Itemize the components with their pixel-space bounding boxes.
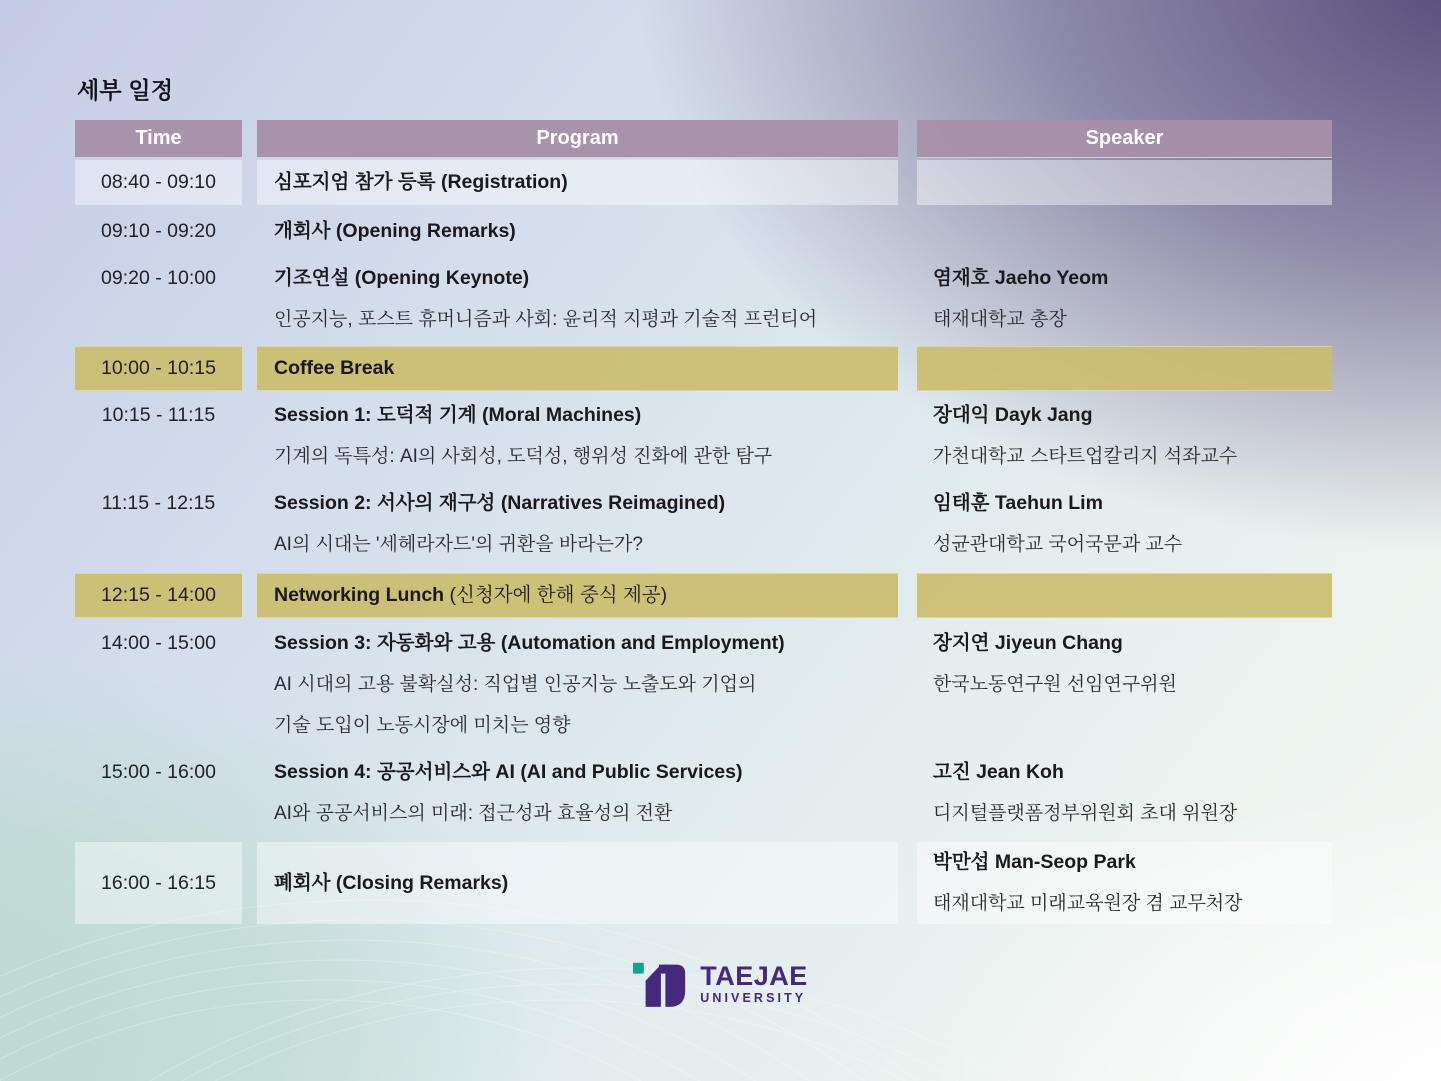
table-row-7 xyxy=(75,623,1366,746)
time-range: 09:10 - 09:20 xyxy=(101,220,216,242)
program-title-line xyxy=(274,752,898,793)
program-cell xyxy=(257,258,898,340)
program-title-line xyxy=(274,258,898,299)
table-row-9 xyxy=(75,842,1366,924)
table-row-3 xyxy=(75,346,1366,391)
time-cell xyxy=(75,211,242,252)
program-cell xyxy=(257,842,898,924)
speaker-cell xyxy=(917,346,1332,391)
program-title-note: (신청자에 한해 중식 제공) xyxy=(444,584,668,606)
program-subtitle: 기술 도입이 노동시장에 미치는 영향 xyxy=(274,715,571,736)
time-range: 11:15 - 12:15 xyxy=(101,492,216,514)
time-range: 08:40 - 09:10 xyxy=(101,171,216,193)
program-cell xyxy=(257,752,898,834)
time-range: 10:15 - 11:15 xyxy=(101,404,216,426)
program-subtitle: AI 시대의 고용 불확실성: 직업별 인공지능 노출도와 기업의 xyxy=(274,674,757,695)
program-title: Networking Lunch xyxy=(274,584,445,606)
program-title: 폐회사 (Closing Remarks) xyxy=(274,871,509,894)
program-subtitle: AI의 시대는 '세헤라자드'의 귀환을 바라는가? xyxy=(274,534,643,555)
header-program: Program xyxy=(257,120,898,158)
speaker-affiliation: 성균관대학교 국어국문과 교수 xyxy=(933,534,1183,555)
time-range: 12:15 - 14:00 xyxy=(101,584,216,606)
table-row-5 xyxy=(75,483,1366,565)
logo-name: TAEJAE xyxy=(700,960,808,991)
speaker-cell xyxy=(917,623,1332,746)
time-cell xyxy=(75,752,242,834)
speaker-affiliation: 태재대학교 미래교육원장 겸 교무처장 xyxy=(933,893,1243,914)
speaker-affiliation: 디지털플랫폼정부위원회 초대 위원장 xyxy=(933,803,1238,824)
time-range: 15:00 - 16:00 xyxy=(101,761,216,783)
time-cell xyxy=(75,483,242,565)
time-range: 10:00 - 10:15 xyxy=(101,357,216,379)
program-title: Session 3: 자동화와 고용 (Automation and Employment) xyxy=(274,632,785,654)
program-title-line xyxy=(274,483,898,524)
program-subtitle-group xyxy=(274,793,898,834)
program-cell xyxy=(257,623,898,746)
program-title-line xyxy=(274,575,898,616)
program-subtitle: AI와 공공서비스의 미래: 접근성과 효율성의 전환 xyxy=(274,803,673,824)
program-cell xyxy=(257,573,898,618)
schedule-table xyxy=(75,120,1366,924)
speaker-affiliation: 가천대학교 스타트업칼리지 석좌교수 xyxy=(933,446,1238,467)
time-cell xyxy=(75,160,242,205)
speaker-cell xyxy=(917,160,1332,205)
program-title-line xyxy=(274,863,898,904)
program-subtitle: 인공지능, 포스트 휴머니즘과 사회: 윤리적 지평과 기술적 프런티어 xyxy=(274,309,818,330)
program-cell xyxy=(257,160,898,205)
program-subtitle: 기계의 독특성: AI의 사회성, 도덕성, 행위성 진화에 관한 탐구 xyxy=(274,446,773,467)
speaker-cell xyxy=(917,842,1332,924)
table-row-0 xyxy=(75,160,1366,205)
speaker-affiliation: 한국노동연구원 선임연구위원 xyxy=(933,674,1177,695)
program-cell xyxy=(257,211,898,252)
program-title: Session 1: 도덕적 기계 (Moral Machines) xyxy=(274,404,642,426)
speaker-cell xyxy=(917,258,1332,340)
speaker-cell xyxy=(917,573,1332,618)
time-range: 09:20 - 10:00 xyxy=(101,267,216,289)
time-cell xyxy=(75,346,242,391)
speaker-cell xyxy=(917,752,1332,834)
speaker-cell xyxy=(917,395,1332,477)
program-title-line xyxy=(274,211,898,252)
speaker-name: 고진 Jean Koh xyxy=(933,761,1064,783)
speaker-name: 장지연 Jiyeun Chang xyxy=(933,632,1123,654)
taejae-logo xyxy=(0,958,1441,1009)
speaker-name: 염재호 Jaeho Yeom xyxy=(933,267,1109,289)
program-title: Coffee Break xyxy=(274,357,395,379)
program-title: Session 2: 서사의 재구성 (Narratives Reimagined) xyxy=(274,492,726,514)
program-subtitle-group xyxy=(274,299,898,340)
speaker-name: 임태훈 Taehun Lim xyxy=(933,492,1103,514)
program-title-line xyxy=(274,395,898,436)
program-title-line xyxy=(274,348,898,389)
speaker-cell xyxy=(917,483,1332,565)
table-row-6 xyxy=(75,573,1366,618)
program-title-line xyxy=(274,623,898,664)
program-cell xyxy=(257,395,898,477)
speaker-affiliation: 태재대학교 총장 xyxy=(933,309,1067,330)
schedule-rows xyxy=(75,160,1366,924)
time-range: 16:00 - 16:15 xyxy=(101,871,216,894)
time-cell xyxy=(75,258,242,340)
time-range: 14:00 - 15:00 xyxy=(101,632,216,654)
time-cell xyxy=(75,842,242,924)
program-subtitle-group xyxy=(274,436,898,477)
logo-subname: UNIVERSITY xyxy=(700,990,807,1005)
time-cell xyxy=(75,395,242,477)
program-subtitle-group xyxy=(274,524,898,565)
program-title-line xyxy=(274,162,898,203)
table-row-4 xyxy=(75,395,1366,477)
time-cell xyxy=(75,573,242,618)
header-time: Time xyxy=(75,120,242,158)
page-title: 세부 일정 xyxy=(77,77,174,103)
speaker-name: 박만섭 Man-Seop Park xyxy=(933,851,1136,873)
program-title: 심포지엄 참가 등록 (Registration) xyxy=(274,171,568,193)
taejae-logo-mark xyxy=(633,958,687,1009)
program-subtitle-group xyxy=(274,664,898,746)
taejae-logo-text xyxy=(700,962,808,1006)
table-header-row xyxy=(75,120,1366,158)
program-title: 개회사 (Opening Remarks) xyxy=(274,220,516,242)
program-cell xyxy=(257,346,898,391)
header-speaker: Speaker xyxy=(917,120,1332,158)
program-cell xyxy=(257,483,898,565)
program-title: 기조연설 (Opening Keynote) xyxy=(274,267,530,289)
table-row-8 xyxy=(75,752,1366,834)
speaker-cell xyxy=(917,211,1332,252)
table-row-1 xyxy=(75,211,1366,252)
time-cell xyxy=(75,623,242,746)
speaker-name: 장대익 Dayk Jang xyxy=(933,404,1093,426)
table-row-2 xyxy=(75,258,1366,340)
program-title: Session 4: 공공서비스와 AI (AI and Public Services) xyxy=(274,761,743,783)
